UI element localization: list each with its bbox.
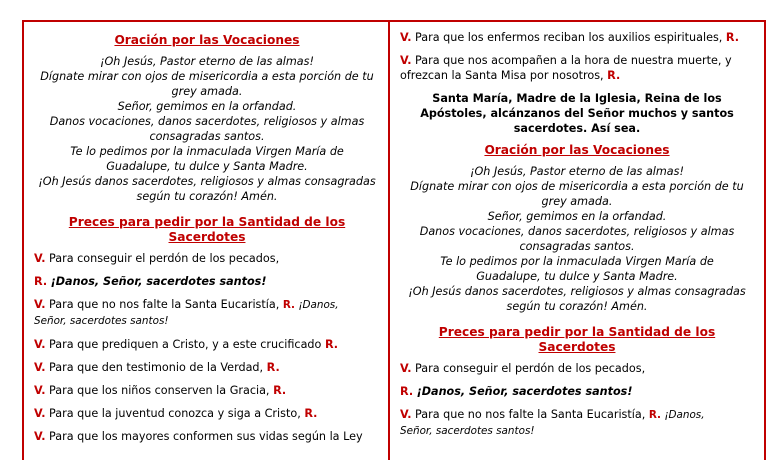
v-mark: V. <box>400 54 412 67</box>
r-mark: R. <box>273 384 287 397</box>
preces-title-line-1: Preces para pedir por la Santidad de los <box>68 215 346 229</box>
vocations-prayer-title: Oración por las Vocaciones <box>114 33 300 47</box>
vocations-prayer-title: Oración por las Vocaciones <box>484 143 670 157</box>
prayer-line: Danos vocaciones, danos sacerdotes, religiosos y almas <box>419 225 735 238</box>
closing-prayer-line: Apóstoles, alcánzanos del Señor muchos y santos <box>420 107 734 120</box>
response <box>400 384 754 399</box>
versicle <box>34 337 380 352</box>
prayer-line: consagradas santos. <box>519 240 635 253</box>
versicle-text: ofrezcan la Santa Misa por nosotros, <box>400 69 604 82</box>
preces-title <box>34 215 380 245</box>
prayer-line: ¡Oh Jesús danos sacerdotes, religiosos y almas consagradas <box>408 285 746 298</box>
v-mark: V. <box>400 31 412 44</box>
v-mark: V. <box>34 407 46 420</box>
prayer-line: Te lo pedimos por la inmaculada Virgen María de <box>70 145 344 158</box>
versicle-text: Para que no nos falte la Santa Eucaristía, <box>49 298 280 311</box>
left-column <box>22 20 390 460</box>
versicle <box>400 53 754 83</box>
vocations-prayer <box>34 54 380 204</box>
versicle <box>34 360 380 375</box>
r-mark: R. <box>282 299 296 311</box>
v-mark: V. <box>34 430 46 443</box>
versicle-text: Para que den testimonio de la Verdad, <box>49 361 264 374</box>
versicle <box>34 429 380 444</box>
r-mark: R. <box>34 275 48 288</box>
prayer-line: Señor, gemimos en la orfandad. <box>487 210 667 223</box>
vocations-prayer <box>400 164 754 314</box>
r-mark: R. <box>725 31 739 44</box>
versicle <box>34 383 380 398</box>
versicle <box>34 406 380 421</box>
inline-response-text: Señor, sacerdotes santos! <box>34 315 169 327</box>
r-mark: R. <box>648 409 662 421</box>
versicle-text: Para que no nos falte la Santa Eucaristía, <box>415 408 646 421</box>
prayer-line: Guadalupe, tu dulce y Santa Madre. <box>476 270 678 283</box>
prayer-line: según tu corazón! Amén. <box>506 300 648 313</box>
preces-title-line-2: Sacerdotes <box>538 340 616 354</box>
r-mark: R. <box>266 361 280 374</box>
versicle-text: Para que la juventud conozca y siga a Cristo, <box>49 407 301 420</box>
response-text: ¡Danos, Señor, sacerdotes santos! <box>50 275 267 288</box>
preces-title-line-1: Preces para pedir por la Santidad de los <box>438 325 716 339</box>
closing-prayer-line: Santa María, Madre de la Iglesia, Reina de los <box>432 92 722 105</box>
r-mark: R. <box>304 407 318 420</box>
preces-title <box>400 325 754 355</box>
prayer-line: ¡Oh Jesús danos sacerdotes, religiosos y almas consagradas <box>38 175 376 188</box>
versicle-text: Para que prediquen a Cristo, y a este crucificado <box>49 338 322 351</box>
versicle-text: Para que los mayores conformen sus vidas según la Ley <box>49 430 363 443</box>
r-mark: R. <box>400 385 414 398</box>
prayer-line: Dígnate mirar con ojos de misericordia a esta porción de tu <box>40 70 374 83</box>
versicle-text: Para conseguir el perdón de los pecados, <box>415 362 646 375</box>
closing-prayer-line: sacerdotes. Así sea. <box>513 122 641 135</box>
prayer-line: Guadalupe, tu dulce y Santa Madre. <box>106 160 308 173</box>
prayer-line: según tu corazón! Amén. <box>136 190 278 203</box>
response-text: ¡Danos, Señor, sacerdotes santos! <box>416 385 633 398</box>
v-mark: V. <box>400 408 412 421</box>
preces-title-line-2: Sacerdotes <box>168 230 246 244</box>
versicle-text: Para que los enfermos reciban los auxilios espirituales, <box>415 31 723 44</box>
v-mark: V. <box>34 298 46 311</box>
v-mark: V. <box>400 362 412 375</box>
r-mark: R. <box>324 338 339 351</box>
inline-response-text: ¡Danos, <box>664 409 705 421</box>
versicle-text: Para conseguir el perdón de los pecados, <box>49 252 280 265</box>
prayer-line: Danos vocaciones, danos sacerdotes, religiosos y almas <box>49 115 365 128</box>
inline-response-text: ¡Danos, <box>298 299 339 311</box>
prayer-line: Dígnate mirar con ojos de misericordia a esta porción de tu <box>410 180 744 193</box>
v-mark: V. <box>34 361 46 374</box>
versicle <box>34 251 380 266</box>
prayer-line: Señor, gemimos en la orfandad. <box>117 100 297 113</box>
prayer-line: grey amada. <box>171 85 243 98</box>
right-column <box>390 20 766 460</box>
prayer-line: consagradas santos. <box>149 130 265 143</box>
inline-response-text: Señor, sacerdotes santos! <box>400 425 535 437</box>
versicle <box>400 361 754 376</box>
prayer-line: ¡Oh Jesús, Pastor eterno de las almas! <box>470 165 684 178</box>
closing-prayer <box>400 91 754 136</box>
versicle-text: Para que los niños conserven la Gracia, <box>49 384 270 397</box>
prayer-line: Te lo pedimos por la inmaculada Virgen María de <box>440 255 714 268</box>
versicle-text: Para que nos acompañen a la hora de nuestra muerte, y <box>415 54 732 67</box>
prayer-line: ¡Oh Jesús, Pastor eterno de las almas! <box>100 55 314 68</box>
v-mark: V. <box>34 252 46 265</box>
versicle <box>400 407 754 439</box>
versicle <box>400 30 754 45</box>
v-mark: V. <box>34 384 46 397</box>
v-mark: V. <box>34 338 46 351</box>
response <box>34 274 380 289</box>
prayer-line: grey amada. <box>541 195 613 208</box>
r-mark: R. <box>607 69 621 82</box>
versicle <box>34 297 380 329</box>
